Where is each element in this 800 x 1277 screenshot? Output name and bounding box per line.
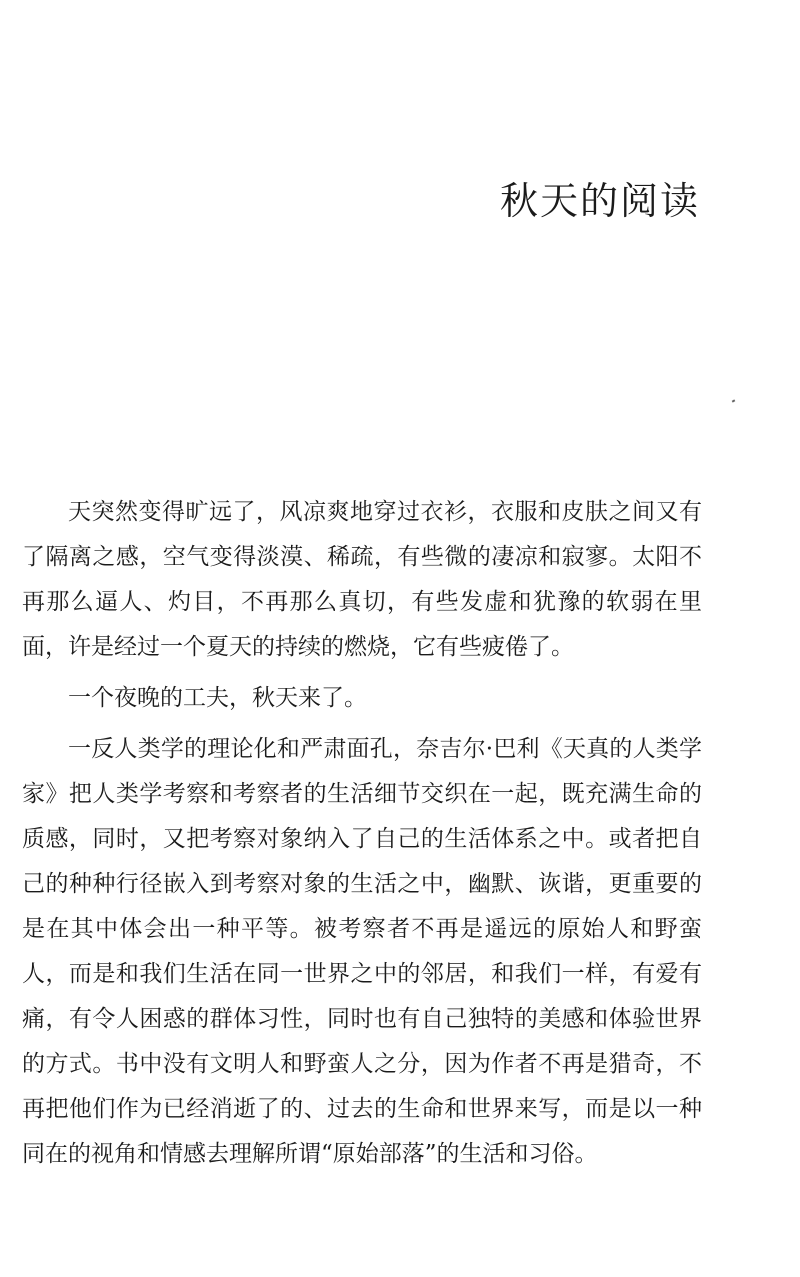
chapter-title: 秋天的阅读 [499, 179, 700, 223]
paragraph-1: 天突然变得旷远了，风凉爽地穿过衣衫，衣服和皮肤之间又有了隔离之感，空气变得淡漠、稀疏，有些微的凄凉和寂寥。太阳不再那么逼人、灼目，不再那么真切，有些发虚和犹豫的软弱在里面，许是经过一个夏天的持续的燃烧，它有些疲倦了。 [22, 499, 702, 660]
paragraph-2: 一个夜晚的工夫，秋天来了。 [68, 685, 367, 711]
print-speck [732, 399, 736, 402]
paragraph-3: 一反人类学的理论化和严肃面孔，奈吉尔·巴利《天真的人类学家》把人类学考察和考察者的生活细节交织在一起，既充满生命的质感，同时，又把考察对象纳入了自己的生活体系之中。或者把自己的种种行径嵌入到考察对象的生活之中，幽默、诙谐，更重要的是在其中体会出一种平等。被考察者不再是遥远的原始人和野蛮人，而是和我们生活在同一世界之中的邻居，和我们一样，有爱有痛，有令人困惑的群体习性，同时也有自己独特的美感和体验世界的方式。书中没有文明人和野蛮人之分，因为作者不再是猎奇，不再把他们作为已经消逝了的、过去的生命和世界来写，而是以一种同在的视角和情感去理解所谓“原始部落”的生活和习俗。 [22, 736, 702, 1167]
body-text [22, 490, 702, 1183]
